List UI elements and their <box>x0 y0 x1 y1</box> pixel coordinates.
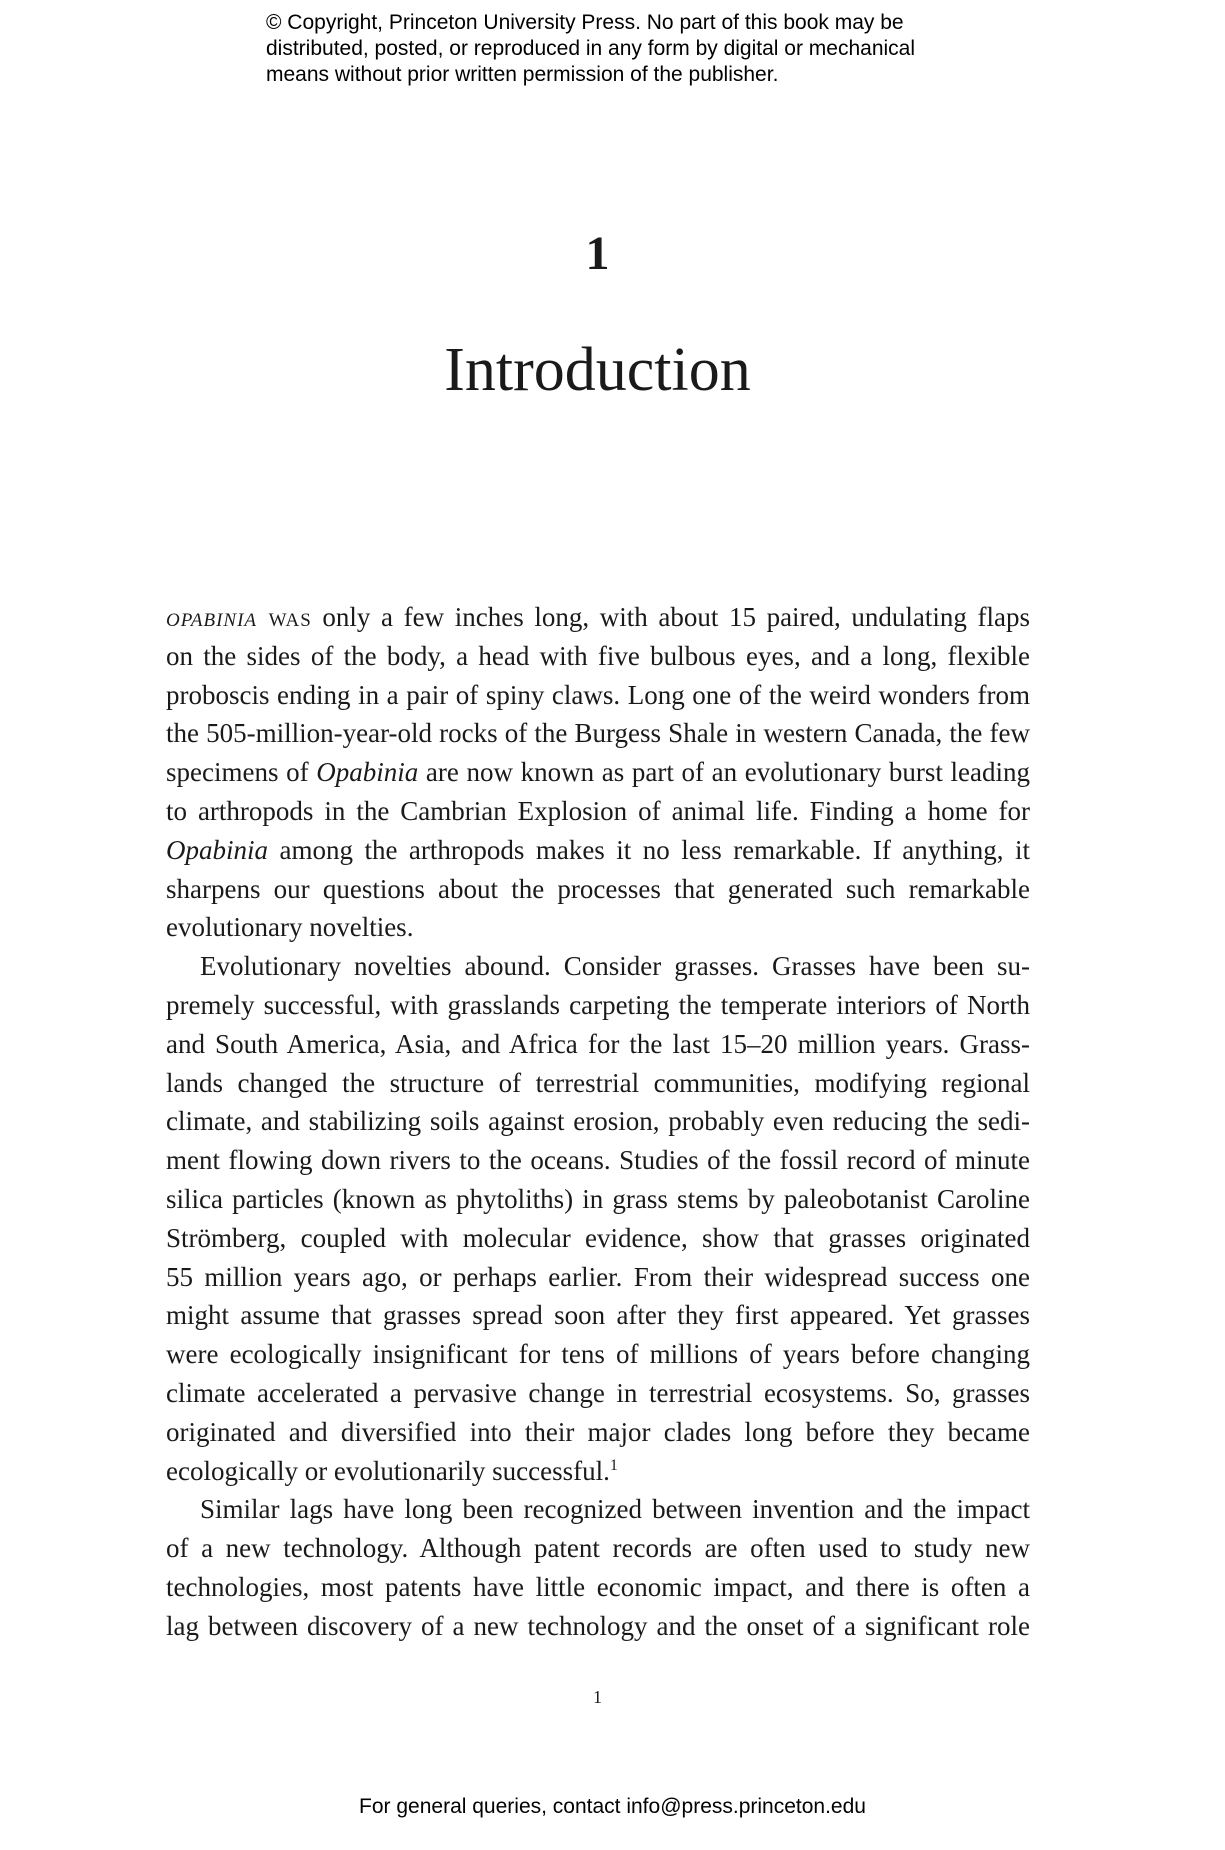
paragraph-2-line: ment flowing down rivers to the oceans. Studies of the fossil record of minute <box>166 1145 1030 1176</box>
paragraph-3-line: technologies, most patents have little economic impact, and there is often a <box>166 1571 1030 1602</box>
paragraph-1-line: evolutionary novelties. <box>166 912 414 943</box>
lead-word: opabinia <box>166 602 258 632</box>
paragraph-1-line: to arthropods in the Cambrian Explosion of animal life. Finding a home for <box>166 795 1030 826</box>
line-text: only a few inches long, with about 15 paired, undulating flaps <box>311 602 1030 632</box>
line-text: among the arthropods makes it no less remarkable. If anything, it <box>268 834 1030 865</box>
line-text: specimens of <box>166 757 317 788</box>
paragraph-2-line <box>166 1452 1030 1491</box>
lead-word-caps: was <box>257 602 312 632</box>
paragraph-2-line: originated and diversified into their major clades long before they became <box>166 1416 1030 1447</box>
paragraph-2-line: premely successful, with grasslands carpeting the temperate interiors of North <box>166 989 1030 1020</box>
italic-term: Opabinia <box>316 757 419 788</box>
paragraph-3-line: lag between discovery of a new technology and the onset of a significant role <box>166 1610 1030 1641</box>
line-text: are now known as part of an evolutionary burst leading <box>418 757 1030 788</box>
copyright-line: distributed, posted, or reproduced in any form by digital or mechanical <box>266 37 916 60</box>
paragraph-1-line: sharpens our questions about the processes that generated such remarkable <box>166 873 1030 904</box>
footnote-marker: 1 <box>609 1456 618 1474</box>
paragraph-1-line: on the sides of the body, a head with five bulbous eyes, and a long, flexible <box>166 640 1030 671</box>
page-number: 1 <box>593 1687 602 1707</box>
paragraph-3-line: of a new technology. Although patent records are often used to study new <box>166 1533 1030 1564</box>
paragraph-1-line <box>166 598 1030 637</box>
paragraph-2-line: might assume that grasses spread soon after they first appeared. Yet grasses <box>166 1300 1030 1331</box>
footer-contact: For general queries, contact info@press.princeton.edu <box>359 1795 866 1818</box>
copyright-line: © Copyright, Princeton University Press. No part of this book may be <box>266 11 904 34</box>
copyright-notice <box>266 10 986 88</box>
paragraph-3-line: Similar lags have long been recognized between invention and the impact <box>200 1494 1030 1525</box>
italic-term: Opabinia <box>166 834 269 865</box>
chapter-title: Introduction <box>444 336 751 404</box>
line-text: ecologically or evolutionarily successful. <box>166 1455 610 1486</box>
paragraph-1-line <box>166 831 1030 870</box>
chapter-number: 1 <box>585 227 610 280</box>
paragraph-2-line: and South America, Asia, and Africa for the last 15–20 million years. Grass- <box>166 1028 1030 1059</box>
paragraph-1-line: proboscis ending in a pair of spiny claws. Long one of the weird wonders from <box>166 679 1030 710</box>
paragraph-2-line: Strömberg, coupled with molecular evidence, show that grasses originated <box>166 1222 1030 1253</box>
paragraph-2-line: Evolutionary novelties abound. Consider grasses. Grasses have been su- <box>200 951 1030 982</box>
paragraph-2-line: 55 million years ago, or perhaps earlier. From their widespread success one <box>166 1261 1030 1292</box>
paragraph-2-line: lands changed the structure of terrestrial communities, modifying regional <box>166 1067 1030 1098</box>
paragraph-2-line: silica particles (known as phytoliths) in grass stems by paleobotanist Caroline <box>166 1183 1030 1214</box>
paragraph-1-line <box>166 753 1030 792</box>
copyright-line: means without prior written permission of the publisher. <box>266 63 779 86</box>
body-text <box>166 598 1030 1646</box>
paragraph-2-line: climate, and stabilizing soils against erosion, probably even reducing the sedi- <box>166 1106 1030 1137</box>
paragraph-1-line: the 505-million-year-old rocks of the Burgess Shale in western Canada, the few <box>166 718 1030 749</box>
paragraph-2-line: climate accelerated a pervasive change in terrestrial ecosystems. So, grasses <box>166 1377 1030 1408</box>
paragraph-2-line: were ecologically insignificant for tens of millions of years before changing <box>166 1339 1030 1370</box>
